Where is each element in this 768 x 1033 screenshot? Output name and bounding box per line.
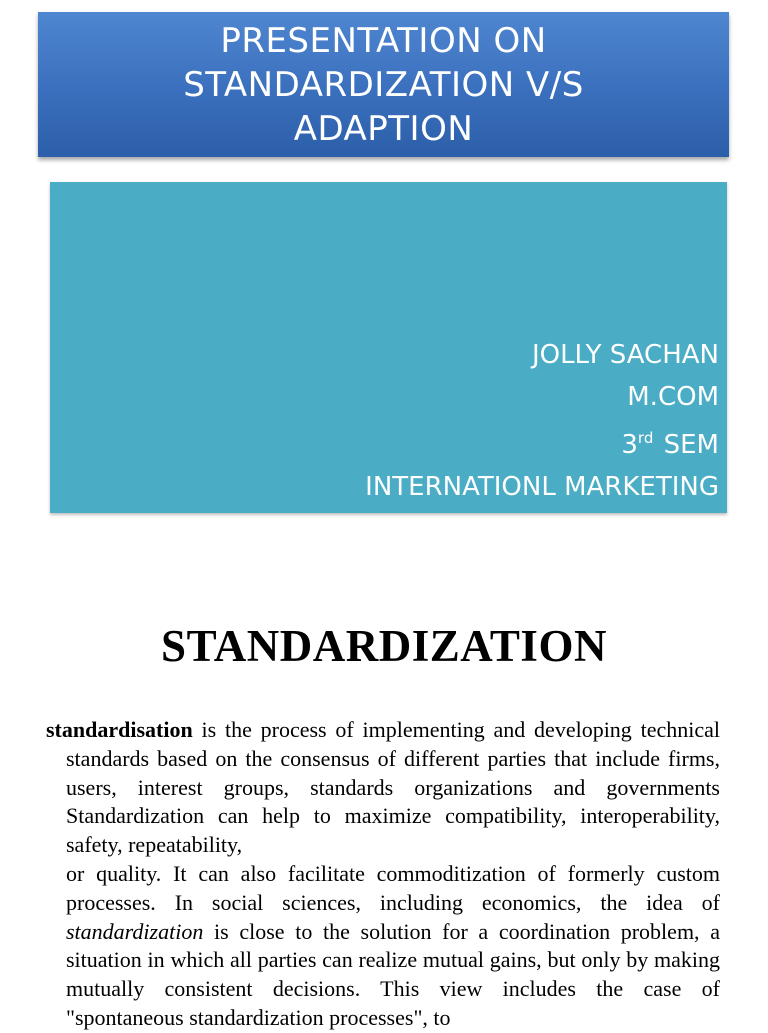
paragraph-emphasis: standardization — [66, 918, 204, 944]
paragraph-part-2: or quality. It can also facilitate commoditization of formerly custom processes. In social sciences, including economics, the idea of — [66, 860, 720, 915]
semester-suffix: rd — [637, 429, 654, 447]
semester-number: 3 — [621, 430, 638, 460]
presenter-details — [365, 335, 719, 508]
slide-title: PRESENTATION ON STANDARDIZATION V/S ADAPTION — [183, 20, 584, 149]
presenter-name: JOLLY SACHAN — [531, 340, 719, 370]
paragraph-part-1: is the process of implementing and developing technical standards based on the consensus of different parties that include firms, users, interest groups, standards organizations and governments Standardization can help to maximize compatibility, interoperability, safety, repeatability, — [66, 717, 720, 858]
presenter-semester — [365, 418, 719, 467]
presenter-degree: M.COM — [627, 381, 719, 412]
section-heading: STANDARDIZATION — [161, 621, 607, 671]
lead-term: standardisation — [46, 717, 193, 742]
presenter-info-box — [50, 182, 727, 513]
slide-title-bar — [38, 12, 729, 157]
paragraph-part-3: is close to the solution for a coordination problem, a situation in which all parties can realize mutual gains, but only by making mutually consistent decisions. This view includes the case of "spontaneous standardization processes", to — [66, 918, 720, 1030]
presenter-subject: INTERNATIONL MARKETING — [365, 471, 719, 502]
semester-label: SEM — [663, 430, 719, 460]
body-paragraph — [46, 716, 720, 1033]
